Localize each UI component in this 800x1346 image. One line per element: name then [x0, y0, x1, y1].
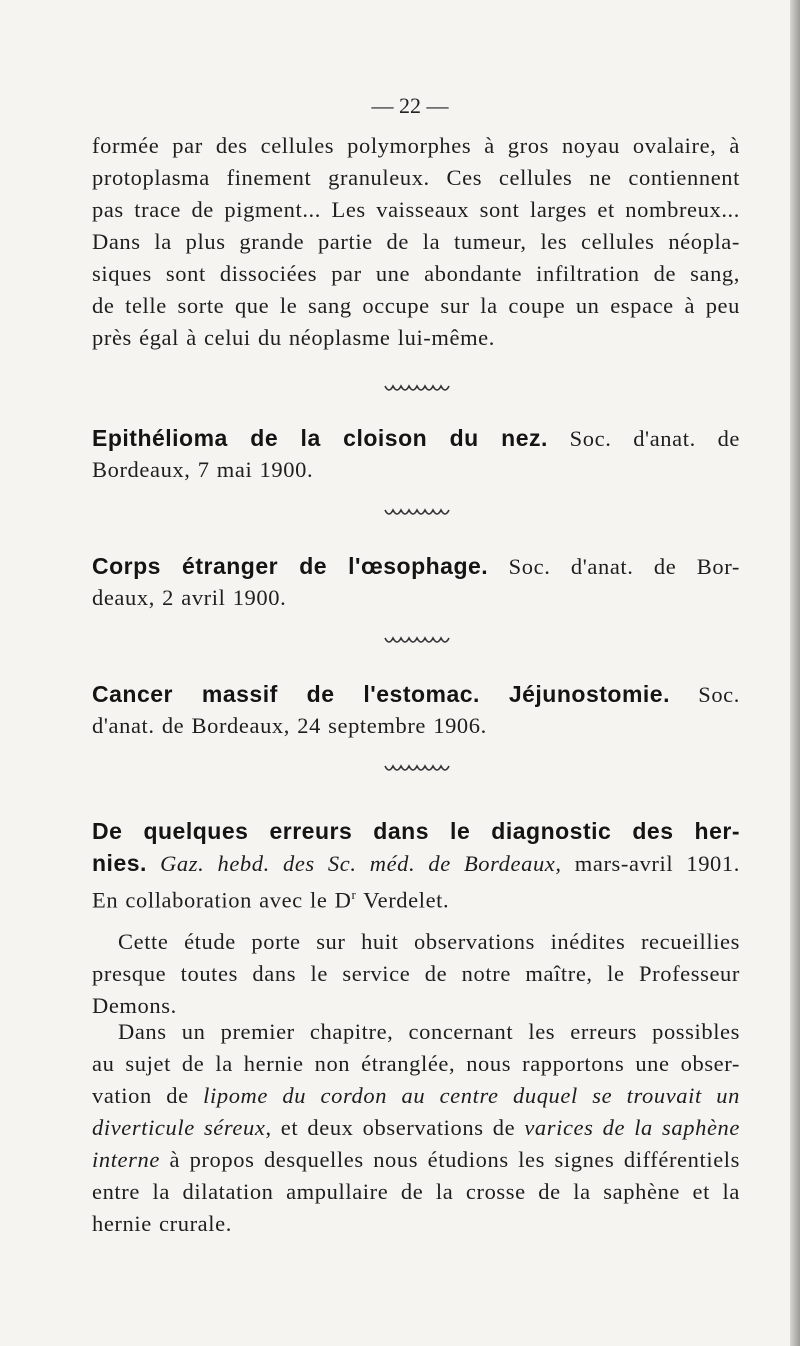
text-line: Cette étude porte sur huit observations inédites recueillies: [118, 929, 740, 954]
text-line: entre la dilatation ampullaire de la crosse de la saphène et la: [92, 1179, 740, 1204]
wavy-ornament-icon: [383, 382, 459, 396]
entry-first-line: [92, 550, 740, 582]
bibliography-entry: [92, 678, 740, 742]
entry-reference-cont: deaux, 2 avril 1900.: [92, 585, 287, 610]
wavy-ornament-icon: [383, 634, 459, 648]
text-line: [92, 1080, 740, 1112]
intro-paragraph: [92, 130, 740, 354]
italic-span: varices de la saphène: [524, 1115, 740, 1140]
text-line: [92, 1144, 740, 1176]
text-line: formée par des cellules polymorphes à gros noyau ovalaire, à: [92, 133, 740, 158]
text-line: hernie crurale.: [92, 1211, 232, 1236]
entry-title: Epithélioma de la cloison du nez.: [92, 425, 548, 451]
entry-title: De quelques erreurs dans le diagnostic des her-: [92, 818, 740, 844]
body-paragraph: [92, 926, 740, 1022]
entry-title-cont-line: [92, 847, 740, 879]
entry-title: Corps étranger de l'œsophage.: [92, 553, 489, 579]
collab-superscript: r: [351, 887, 357, 902]
collab-text: En collaboration avec le D: [92, 887, 352, 913]
entry-reference: Soc. d'anat. de Bor-: [508, 554, 741, 579]
entry-reference: Soc.: [698, 682, 740, 707]
text-line: pas trace de pigment... Les vaisseaux sont larges et nombreux...: [92, 197, 740, 222]
collab-name: Verdelet.: [356, 887, 450, 913]
entry-first-line: [92, 678, 740, 710]
text-span: à propos desquelles nous étudions les signes différentiels: [159, 1147, 740, 1172]
wavy-ornament-icon: [383, 506, 459, 520]
entry-first-line: [92, 422, 740, 454]
text-line: Dans un premier chapitre, concernant les erreurs possibles: [118, 1019, 740, 1044]
page-edge-shadow: [790, 0, 800, 1346]
entry-journal: Gaz. hebd. des Sc. méd. de Bordeaux,: [160, 851, 562, 876]
italic-span: interne: [92, 1147, 160, 1172]
italic-span: lipome du cordon au centre duquel se trouvait un: [203, 1083, 740, 1108]
bibliography-entry: [92, 550, 740, 614]
entry-title: Cancer massif de l'estomac. Jéjunostomie.: [92, 681, 670, 707]
text-line: près égal à celui du néoplasme lui-même.: [92, 325, 495, 350]
text-line: de telle sorte que le sang occupe sur la coupe un espace à peu: [92, 293, 740, 318]
entry-title-cont: nies.: [92, 850, 147, 876]
entry-date: mars-avril 1901.: [574, 851, 740, 876]
entry-reference-cont: Bordeaux, 7 mai 1900.: [92, 457, 314, 482]
page-number: — 22 —: [371, 93, 449, 118]
text-line: Dans la plus grande partie de la tumeur, les cellules néopla-: [92, 229, 740, 254]
text-line: siques sont dissociées par une abondante infiltration de sang,: [92, 261, 740, 286]
text-span: , et deux observations de: [265, 1115, 525, 1140]
text-line: au sujet de la hernie non étranglée, nous rapportons une obser-: [92, 1051, 740, 1076]
entry-reference: Soc. d'anat. de: [569, 426, 741, 451]
italic-span: diverticule séreux: [92, 1115, 266, 1140]
body-paragraph: [92, 1016, 740, 1240]
text-line: Demons.: [92, 993, 177, 1018]
wavy-ornament-icon: [383, 762, 459, 776]
text-line: presque toutes dans le service de notre maître, le Professeur: [92, 961, 740, 986]
text-line: [92, 1112, 740, 1144]
bibliography-entry: [92, 422, 740, 486]
text-line: protoplasma finement granuleux. Ces cellules ne contiennent: [92, 165, 740, 190]
bibliography-entry: [92, 815, 740, 911]
entry-reference-cont: d'anat. de Bordeaux, 24 septembre 1906.: [92, 713, 487, 738]
entry-collaboration: [92, 879, 740, 911]
text-span: vation de: [92, 1083, 204, 1108]
